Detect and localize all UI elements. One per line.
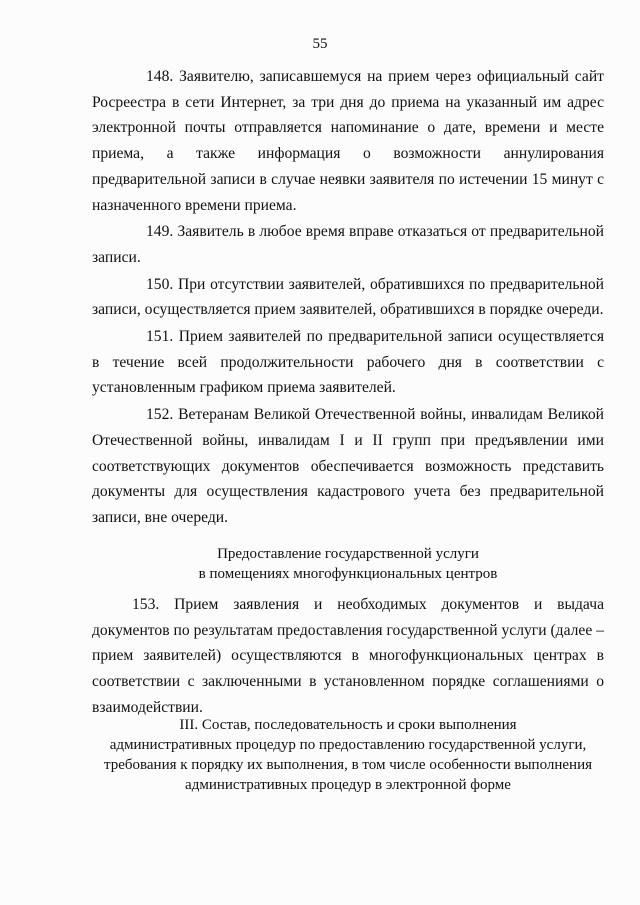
section-heading-mfc: [92, 544, 604, 584]
paragraph-150: 150. При отсутствии заявителей, обратившихся по предварительной записи, осуществляется прием заявителей, обратившихся в порядке очереди.: [92, 275, 604, 319]
paragraph-149: 149. Заявитель в любое время вправе отказаться от предварительной записи.: [92, 223, 604, 266]
section-heading-line: требования к порядку их выполнения, в том числе особенности выполнения: [103, 757, 592, 773]
paragraph-list: [92, 64, 604, 531]
section-heading-line: III. Состав, последовательность и сроки выполнения: [179, 717, 517, 733]
section-heading-line: административных процедур по предоставлению государственной услуги,: [109, 737, 587, 753]
section-heading-line: административных процедур в электронной форме: [185, 777, 511, 793]
section-heading-line: Предоставление государственной услуги: [217, 546, 479, 562]
section-heading-line: в помещениях многофункциональных центров: [198, 566, 498, 582]
page-number: 55: [312, 36, 328, 52]
paragraph-148: 148. Заявителю, записавшемуся на прием через официальный сайт Росреестра в сети Интернет, за три дня до приема на указанный им адрес электронной почты отправляется напоминание о дате, времени и месте приема, а также информация о возможности аннулирования предварительной записи в случае неявки заявителя по истечении 15 минут с назначенного времени приема.: [92, 68, 604, 214]
section-heading-iii: [92, 715, 604, 795]
paragraph-153: 153. Прием заявления и необходимых документов и выдача документов по результатам предоставления государственной услуги (далее – прием заявителей) осуществляются в многофункциональных центрах в соответствии с заключенными в установленном порядке соглашениями о взаимодействии.: [92, 596, 604, 716]
paragraph-151: 151. Прием заявителей по предварительной записи осуществляется в течение всей продолжительности рабочего дня в соответствии с установленным графиком приема заявителей.: [92, 328, 604, 397]
paragraph-152: 152. Ветеранам Великой Отечественной войны, инвалидам Великой Отечественной войны, инвалидам I и II групп при предъявлении ими соответствующих документов обеспечивается возможность представить документы для осуществления кадастрового учета без предварительной записи, вне очереди.: [92, 406, 604, 526]
